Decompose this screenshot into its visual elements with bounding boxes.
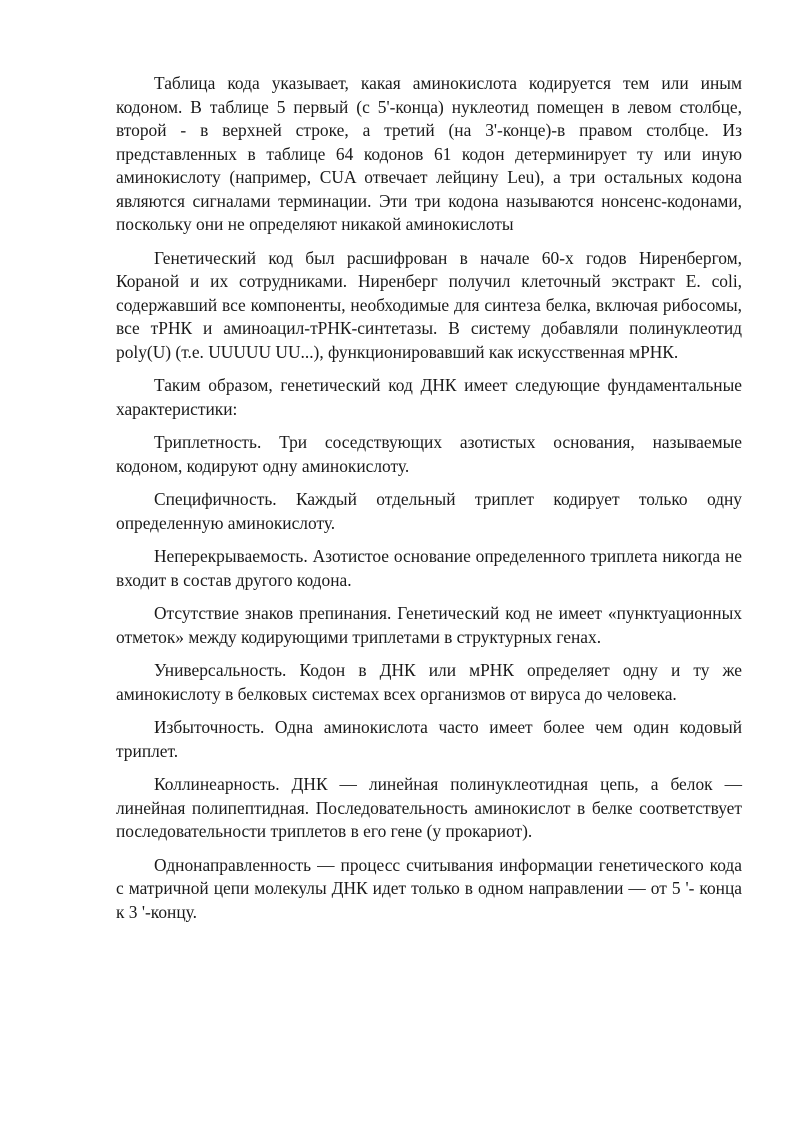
term-redundancy: Избыточность.	[154, 717, 265, 737]
paragraph-text: Кодон в ДНК или мРНК определяет одну и ту же аминокислоту в белковых системах всех организмов от вируса до человека.	[116, 660, 742, 704]
paragraph-text: Таблица кода указывает, какая аминокислота кодируется тем или иным кодоном. В таблице 5 первый (с 5'-конца) нуклеотид помещен в левом столбце, второй - в верхней строке, а третий (на 3'-конце)-в правом столбце. Из представленных в таблице 64 кодонов 61 кодон детерминирует ту или иную аминокислоту (например, CUA отвечает лейцину Leu), а три остальных кодона являются сигналами терминации. Эти три кодона называются нонсенс-кодонами, поскольку они не определяют никакой аминокислоты	[116, 73, 742, 234]
term-unidirectionality: Однонаправленность	[154, 854, 312, 875]
paragraph-text: Таким образом, генетический код ДНК имеет следующие фундаментальные характеристики:	[116, 375, 742, 419]
document-page	[116, 72, 742, 934]
paragraph-characteristics-intro	[116, 374, 742, 421]
paragraph-text: Одна аминокислота часто имеет более чем один кодовый триплет.	[116, 717, 742, 761]
paragraph-text: Три соседствующих азотистых основания, называемые кодоном, кодируют одну аминокислоту.	[116, 432, 742, 476]
paragraph-text: Каждый отдельный триплет кодирует только одну определенную аминокислоту.	[116, 489, 742, 533]
paragraph-unidirectionality	[116, 854, 742, 925]
paragraph-specificity	[116, 488, 742, 535]
paragraph-universality	[116, 659, 742, 706]
paragraph-text: ДНК — линейная полинуклеотидная цепь, а белок — линейная полипептидная. Последовательность аминокислот в белке соответствует последовательности триплетов в его гене (у прокариот).	[116, 774, 742, 841]
paragraph-text: — процесс считывания информации генетического кода с матричной цепи молекулы ДНК идет только в одном направлении — от 5 '- конца к 3 '-концу.	[116, 854, 742, 922]
term-non-overlapping: Неперекрываемость.	[154, 546, 308, 566]
term-triplet: Триплетность.	[154, 432, 262, 452]
paragraph-text: Азотистое основание определенного триплета никогда не входит в состав другого кодона.	[116, 546, 742, 590]
paragraph-collinearity	[116, 773, 742, 844]
paragraph-deciphering	[116, 247, 742, 365]
paragraph-text: Генетический код был расшифрован в начале 60-х годов Ниренбергом, Кораной и их сотрудниками. Ниренберг получил клеточный экстракт E. coli, содержавший все компоненты, необходимые для синтеза белка, включая рибосомы, все тРНК и аминоацил-тРНК-синтетазы. В систему добавляли полинуклеотид poly(U) (т.е. UUUUU UU...), функционировавший как искусственная мРНК.	[116, 247, 742, 362]
term-specificity: Специфичность.	[154, 489, 277, 509]
paragraph-text: Генетический код не имеет «пунктуационных отметок» между кодирующими триплетами в структурных генах.	[116, 603, 742, 647]
term-collinearity: Коллинеарность.	[154, 774, 280, 794]
term-universality: Универсальность.	[154, 660, 287, 680]
paragraph-redundancy	[116, 716, 742, 763]
term-no-punctuation: Отсутствие знаков препинания.	[154, 603, 392, 623]
paragraph-no-punctuation	[116, 602, 742, 649]
paragraph-triplet	[116, 431, 742, 478]
paragraph-non-overlapping	[116, 545, 742, 592]
paragraph-code-table	[116, 72, 742, 237]
